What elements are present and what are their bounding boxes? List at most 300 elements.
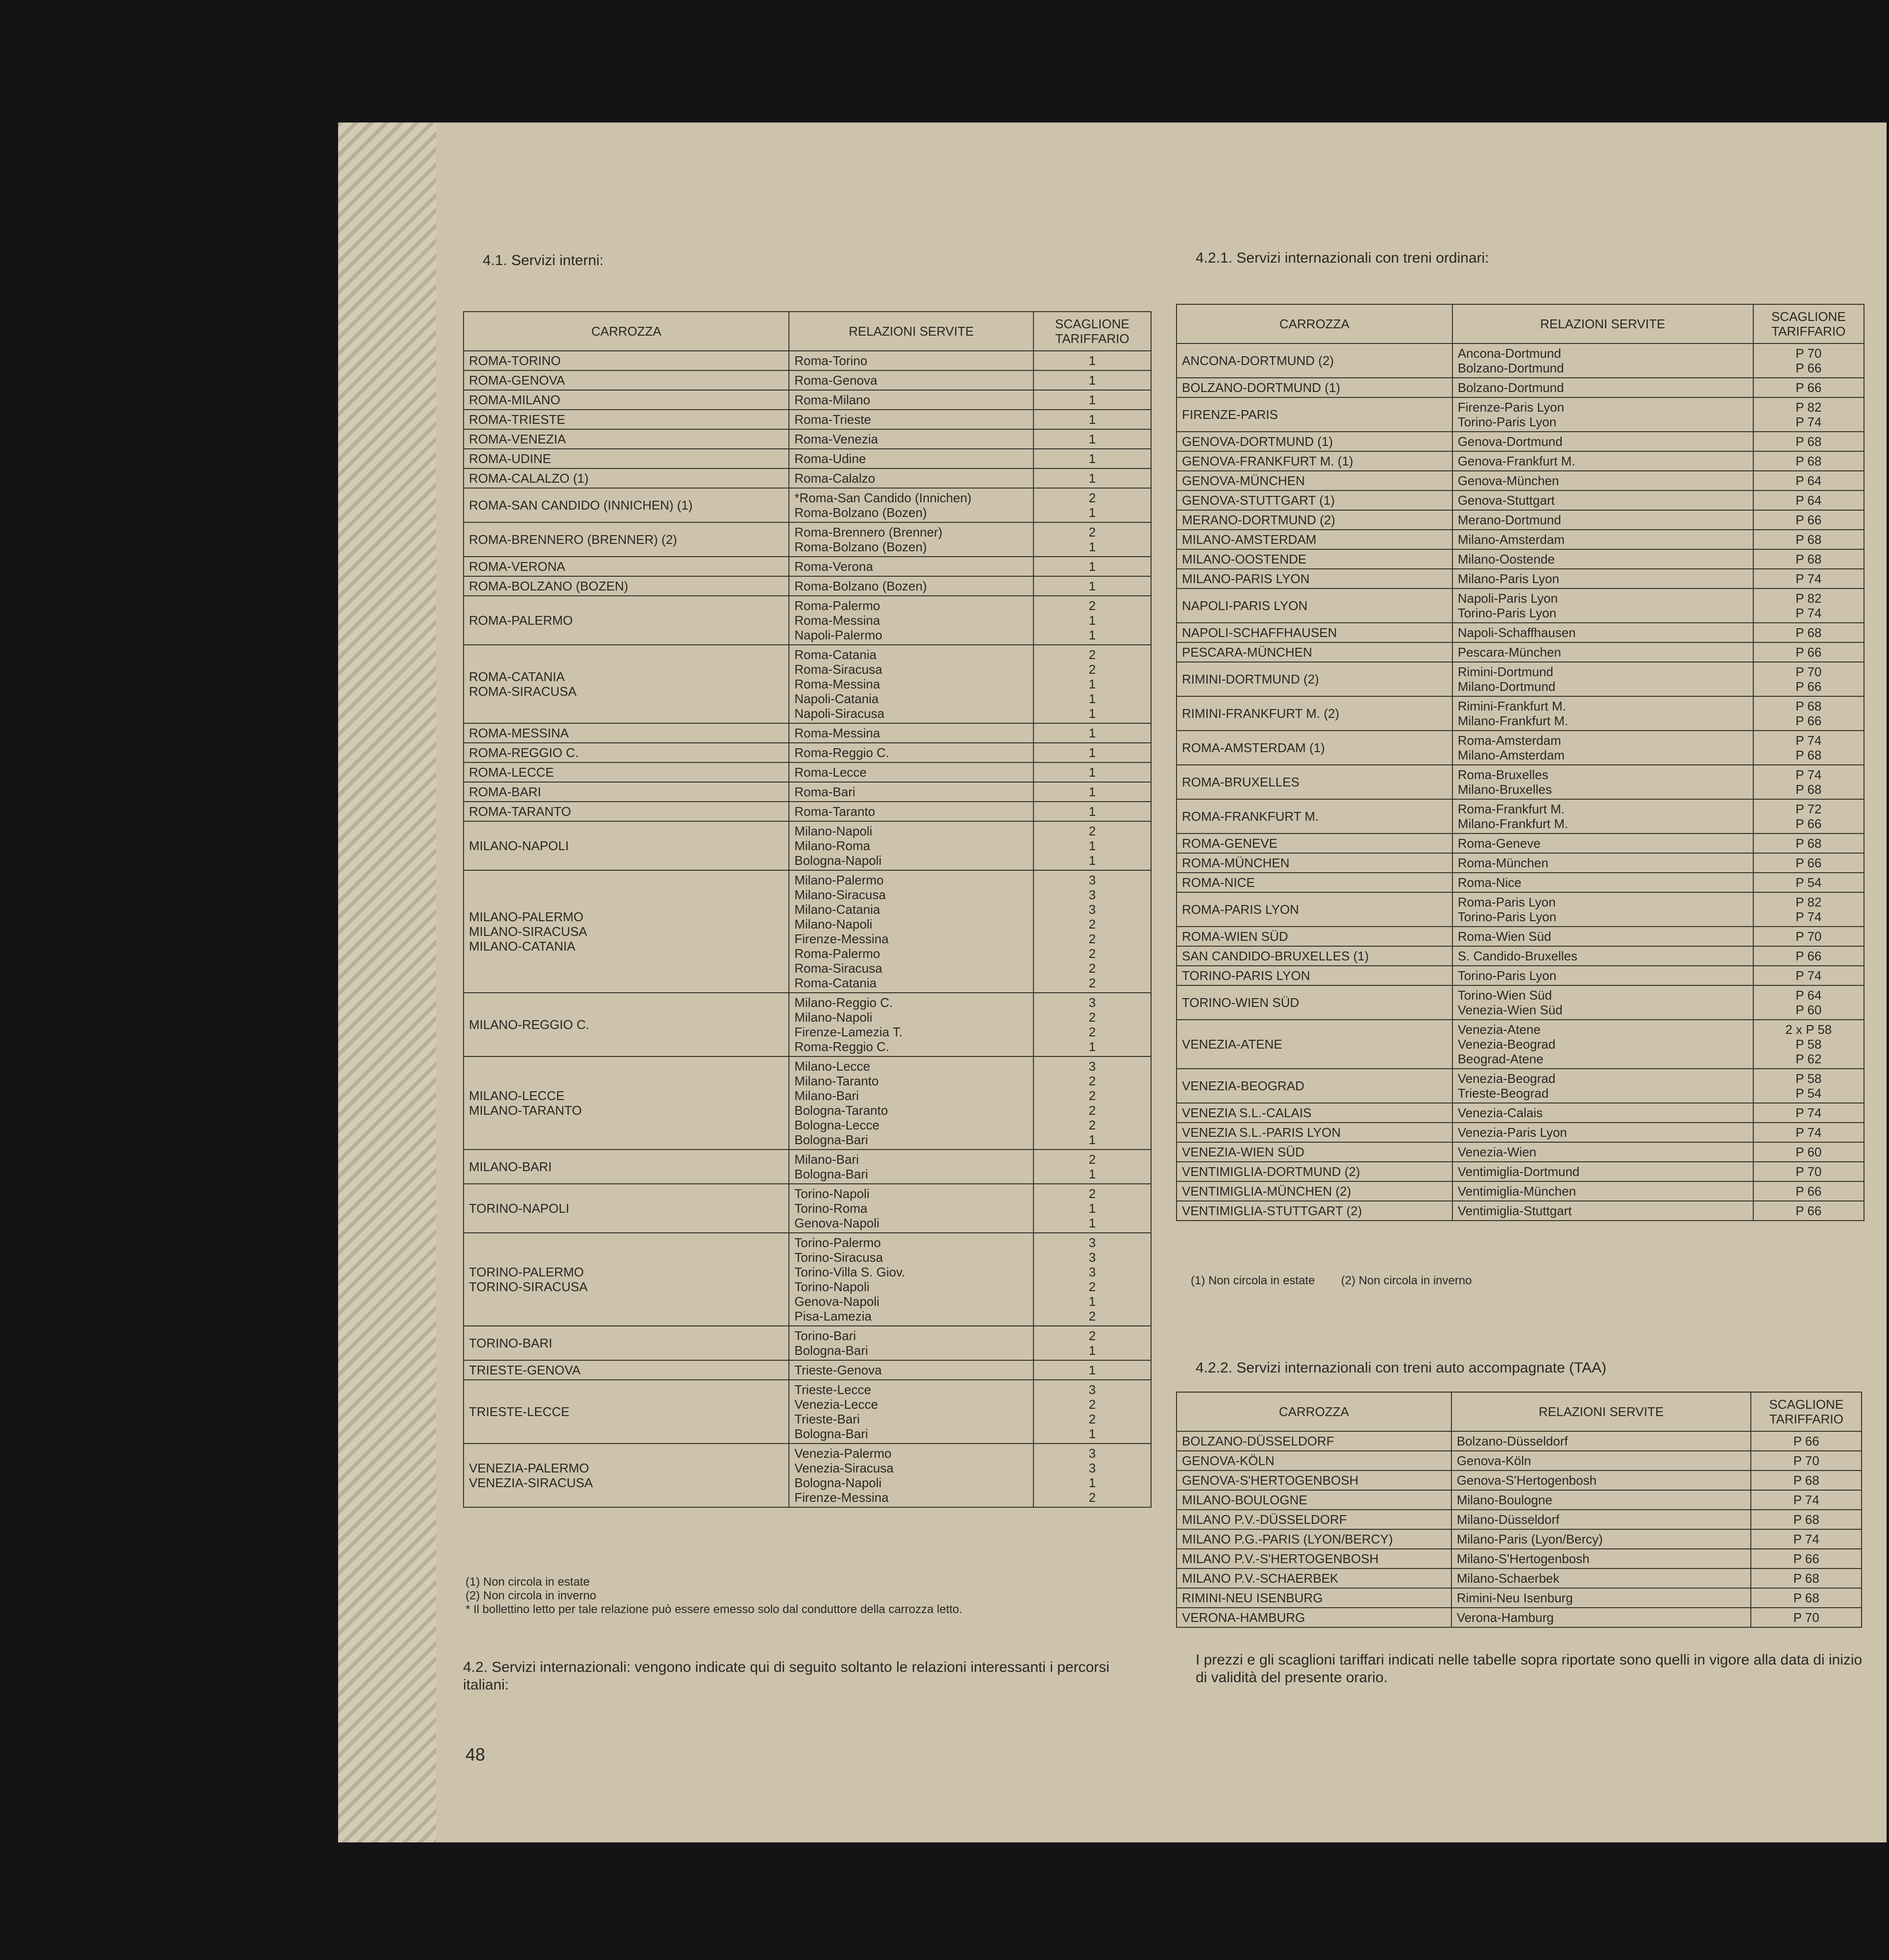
table-row	[1177, 853, 1864, 873]
cell-scaglione: P 58 P 54	[1753, 1069, 1864, 1103]
table-row	[1177, 1103, 1864, 1123]
cell-relazioni: Roma-Verona	[789, 557, 1033, 576]
cell-relazioni: Roma-Bruxelles Milano-Bruxelles	[1452, 765, 1753, 799]
table-row	[464, 390, 1151, 410]
cell-relazioni: *Roma-San Candido (Innichen) Roma-Bolzano (Bozen)	[789, 488, 1033, 522]
table-row	[464, 723, 1151, 743]
cell-scaglione: P 68	[1753, 549, 1864, 569]
cell-carrozza: MILANO-PALERMO MILANO-SIRACUSA MILANO-CATANIA	[464, 870, 789, 993]
cell-relazioni: Roma-Messina	[789, 723, 1033, 743]
table-row	[1177, 1510, 1862, 1529]
table-row	[464, 782, 1151, 802]
cell-scaglione: P 54	[1753, 873, 1864, 892]
table-row	[1177, 1490, 1862, 1510]
cell-relazioni: Rimini-Dortmund Milano-Dortmund	[1452, 662, 1753, 696]
cell-scaglione: P 68	[1751, 1568, 1862, 1588]
cell-relazioni: Venezia-Beograd Trieste-Beograd	[1452, 1069, 1753, 1103]
cell-carrozza: VENEZIA S.L.-CALAIS	[1177, 1103, 1452, 1123]
cell-scaglione: P 68	[1753, 432, 1864, 451]
table-row	[1177, 833, 1864, 853]
table-row	[464, 1056, 1151, 1150]
cell-relazioni: Roma-Paris Lyon Torino-Paris Lyon	[1452, 892, 1753, 927]
cell-relazioni: Roma-Bari	[789, 782, 1033, 802]
table-row	[464, 410, 1151, 429]
table-row	[1177, 378, 1864, 397]
cell-carrozza: MILANO P.V.-SCHAERBEK	[1177, 1568, 1451, 1588]
cell-relazioni: Genova-Stuttgart	[1452, 490, 1753, 510]
table-row	[1177, 343, 1864, 378]
cell-carrozza: RIMINI-DORTMUND (2)	[1177, 662, 1452, 696]
cell-carrozza: MILANO-NAPOLI	[464, 821, 789, 870]
cell-relazioni: Milano-Palermo Milano-Siracusa Milano-Catania Milano-Napoli Firenze-Messina Roma-Palermo Roma-Siracusa Roma-Catania	[789, 870, 1033, 993]
cell-scaglione: P 70	[1753, 1162, 1864, 1181]
cell-scaglione: 1	[1033, 743, 1151, 762]
cell-carrozza: VENEZIA-BEOGRAD	[1177, 1069, 1452, 1103]
cell-relazioni: Venezia-Calais	[1452, 1103, 1753, 1123]
cell-relazioni: Ventimiglia-Stuttgart	[1452, 1201, 1753, 1221]
cell-relazioni: Roma-Nice	[1452, 873, 1753, 892]
table-row	[464, 596, 1151, 645]
cell-scaglione: P 66	[1751, 1549, 1862, 1568]
cell-scaglione: 2 1	[1033, 1150, 1151, 1184]
cell-scaglione: P 74	[1753, 1123, 1864, 1142]
cell-relazioni: Roma-Brennero (Brenner) Roma-Bolzano (Bozen)	[789, 522, 1033, 557]
table-row	[1177, 471, 1864, 490]
cell-scaglione: 2 1	[1033, 522, 1151, 557]
cell-relazioni: Napoli-Paris Lyon Torino-Paris Lyon	[1452, 588, 1753, 623]
table-header-row	[1177, 304, 1864, 343]
cell-relazioni: Milano-Boulogne	[1451, 1490, 1751, 1510]
cell-scaglione: P 66	[1753, 642, 1864, 662]
table-row	[1177, 696, 1864, 731]
cell-scaglione: 3 3 1 2	[1033, 1444, 1151, 1507]
table-row	[1177, 873, 1864, 892]
cell-scaglione: P 74	[1753, 966, 1864, 985]
cell-scaglione: 1	[1033, 782, 1151, 802]
cell-scaglione: 2 1 1	[1033, 1184, 1151, 1233]
cell-scaglione: P 64 P 60	[1753, 985, 1864, 1020]
cell-relazioni: Genova-Köln	[1451, 1451, 1751, 1470]
cell-carrozza: GENOVA-STUTTGART (1)	[1177, 490, 1452, 510]
cell-carrozza: ROMA-BRENNERO (BRENNER) (2)	[464, 522, 789, 557]
cell-carrozza: MILANO-BOULOGNE	[1177, 1490, 1451, 1510]
cell-relazioni: Roma-Wien Süd	[1452, 927, 1753, 946]
cell-relazioni: Roma-Milano	[789, 390, 1033, 410]
table-row	[1177, 799, 1864, 833]
cell-scaglione: P 64	[1753, 490, 1864, 510]
table-row	[1177, 549, 1864, 569]
cell-carrozza: ROMA-BOLZANO (BOZEN)	[464, 576, 789, 596]
cell-scaglione: P 66	[1753, 1181, 1864, 1201]
table-row	[464, 370, 1151, 390]
cell-relazioni: Venezia-Atene Venezia-Beograd Beograd-Atene	[1452, 1020, 1753, 1069]
table-row	[464, 993, 1151, 1056]
cell-relazioni: Roma-Venezia	[789, 429, 1033, 449]
table-row	[464, 1150, 1151, 1184]
table-row	[1177, 451, 1864, 471]
table-row	[1177, 1608, 1862, 1627]
table-row	[1177, 765, 1864, 799]
cell-carrozza: TORINO-BARI	[464, 1326, 789, 1360]
cell-relazioni: Milano-Napoli Milano-Roma Bologna-Napoli	[789, 821, 1033, 870]
cell-scaglione: 1	[1033, 429, 1151, 449]
table-row	[1177, 966, 1864, 985]
cell-relazioni: Rimini-Neu Isenburg	[1451, 1588, 1751, 1608]
cell-carrozza: GENOVA-FRANKFURT M. (1)	[1177, 451, 1452, 471]
cell-scaglione: P 70 P 66	[1753, 343, 1864, 378]
cell-scaglione: P 82 P 74	[1753, 588, 1864, 623]
cell-relazioni: Genova-Frankfurt M.	[1452, 451, 1753, 471]
heading-internal-services: 4.1. Servizi interni:	[483, 252, 604, 269]
cell-carrozza: ROMA-MILANO	[464, 390, 789, 410]
cell-scaglione: 3 2 2 1	[1033, 993, 1151, 1056]
table-row	[464, 1326, 1151, 1360]
table-row	[464, 1360, 1151, 1380]
table-row	[1177, 490, 1864, 510]
cell-carrozza: MILANO-PARIS LYON	[1177, 569, 1452, 588]
cell-carrozza: ROMA-TRIESTE	[464, 410, 789, 429]
table-row	[464, 449, 1151, 468]
cell-relazioni: Milano-Lecce Milano-Taranto Milano-Bari Bologna-Taranto Bologna-Lecce Bologna-Bari	[789, 1056, 1033, 1150]
cell-carrozza: GENOVA-S'HERTOGENBOSH	[1177, 1470, 1451, 1490]
cell-scaglione: P 64	[1753, 471, 1864, 490]
col-scaglione: SCAGLIONE TARIFFARIO	[1753, 304, 1864, 343]
cell-scaglione: 1	[1033, 410, 1151, 429]
cell-relazioni: Milano-Reggio C. Milano-Napoli Firenze-Lamezia T. Roma-Reggio C.	[789, 993, 1033, 1056]
cell-relazioni: Bolzano-Dortmund	[1452, 378, 1753, 397]
cell-relazioni: Napoli-Schaffhausen	[1452, 623, 1753, 642]
table-header-row	[1177, 1392, 1862, 1431]
cell-relazioni: Milano-Düsseldorf	[1451, 1510, 1751, 1529]
cell-relazioni: Roma-Bolzano (Bozen)	[789, 576, 1033, 596]
cell-carrozza: TRIESTE-LECCE	[464, 1380, 789, 1444]
cell-scaglione: P 70 P 66	[1753, 662, 1864, 696]
table-row	[464, 1380, 1151, 1444]
cell-relazioni: Ventimiglia-Dortmund	[1452, 1162, 1753, 1181]
table-row	[464, 1184, 1151, 1233]
cell-scaglione: 3 2 2 2 2 1	[1033, 1056, 1151, 1150]
table-row	[1177, 1181, 1864, 1201]
cell-carrozza: MILANO-LECCE MILANO-TARANTO	[464, 1056, 789, 1150]
cell-scaglione: 1	[1033, 370, 1151, 390]
cell-carrozza: ROMA-CATANIA ROMA-SIRACUSA	[464, 645, 789, 723]
cell-relazioni: Torino-Bari Bologna-Bari	[789, 1326, 1033, 1360]
table-row	[464, 870, 1151, 993]
cell-carrozza: TORINO-PARIS LYON	[1177, 966, 1452, 985]
table-row	[464, 522, 1151, 557]
cell-scaglione: 1	[1033, 449, 1151, 468]
table-row	[1177, 1431, 1862, 1451]
col-carrozza: CARROZZA	[1177, 1392, 1451, 1431]
cell-relazioni: Verona-Hamburg	[1451, 1608, 1751, 1627]
cell-carrozza: MERANO-DORTMUND (2)	[1177, 510, 1452, 530]
cell-scaglione: P 68	[1753, 530, 1864, 549]
cell-scaglione: 3 3 3 2 2 2 2 2	[1033, 870, 1151, 993]
cell-scaglione: 2 1	[1033, 1326, 1151, 1360]
international-notes: (1) Non circola in estate (2) Non circola in inverno	[1191, 1274, 1472, 1287]
cell-relazioni: Torino-Wien Süd Venezia-Wien Süd	[1452, 985, 1753, 1020]
cell-carrozza: ROMA-MESSINA	[464, 723, 789, 743]
cell-relazioni: Milano-Paris Lyon	[1452, 569, 1753, 588]
cell-carrozza: SAN CANDIDO-BRUXELLES (1)	[1177, 946, 1452, 966]
cell-carrozza: TORINO-NAPOLI	[464, 1184, 789, 1233]
cell-carrozza: ROMA-PARIS LYON	[1177, 892, 1452, 927]
cell-relazioni: Torino-Paris Lyon	[1452, 966, 1753, 985]
cell-carrozza: TORINO-PALERMO TORINO-SIRACUSA	[464, 1233, 789, 1326]
col-carrozza: CARROZZA	[464, 312, 789, 351]
table-row	[464, 821, 1151, 870]
page-number: 48	[466, 1744, 486, 1764]
cell-scaglione: P 70	[1751, 1608, 1862, 1627]
cell-carrozza: FIRENZE-PARIS	[1177, 397, 1452, 432]
cell-scaglione: P 68	[1751, 1470, 1862, 1490]
cell-carrozza: VENEZIA-ATENE	[1177, 1020, 1452, 1069]
table-row	[464, 468, 1151, 488]
cell-carrozza: VENTIMIGLIA-DORTMUND (2)	[1177, 1162, 1452, 1181]
cell-scaglione: P 72 P 66	[1753, 799, 1864, 833]
col-carrozza: CARROZZA	[1177, 304, 1452, 343]
cell-carrozza: ROMA-WIEN SÜD	[1177, 927, 1452, 946]
cell-scaglione: P 74	[1753, 569, 1864, 588]
col-relazioni: RELAZIONI SERVITE	[1451, 1392, 1751, 1431]
validity-footer-text: I prezzi e gli scaglioni tariffari indicati nelle tabelle sopra riportate sono quelli in vigore alla data di inizio di validità del presente orario.	[1196, 1652, 1863, 1686]
cell-relazioni: Roma-Udine	[789, 449, 1033, 468]
cell-carrozza: ROMA-PALERMO	[464, 596, 789, 645]
table-row	[1177, 1549, 1862, 1568]
cell-scaglione: P 68	[1751, 1588, 1862, 1608]
cell-relazioni: Bolzano-Düsseldorf	[1451, 1431, 1751, 1451]
table-row	[1177, 1588, 1862, 1608]
table-row	[464, 488, 1151, 522]
cell-scaglione: 1	[1033, 723, 1151, 743]
table-row	[464, 351, 1151, 370]
table-header-row	[464, 312, 1151, 351]
cell-scaglione: 2 x P 58 P 58 P 62	[1753, 1020, 1864, 1069]
cell-relazioni: Roma-Frankfurt M. Milano-Frankfurt M.	[1452, 799, 1753, 833]
table-row	[1177, 1201, 1864, 1221]
cell-carrozza: ROMA-NICE	[1177, 873, 1452, 892]
cell-carrozza: NAPOLI-SCHAFFHAUSEN	[1177, 623, 1452, 642]
table-row	[464, 802, 1151, 821]
table-row	[1177, 662, 1864, 696]
cell-relazioni: Roma-Lecce	[789, 762, 1033, 782]
cell-carrozza: ROMA-LECCE	[464, 762, 789, 782]
table-row	[1177, 946, 1864, 966]
table-row	[1177, 397, 1864, 432]
table-row	[1177, 1020, 1864, 1069]
cell-relazioni: Rimini-Frankfurt M. Milano-Frankfurt M.	[1452, 696, 1753, 731]
cell-relazioni: Milano-Paris (Lyon/Bercy)	[1451, 1529, 1751, 1549]
table-row	[1177, 530, 1864, 549]
cell-carrozza: ROMA-AMSTERDAM (1)	[1177, 731, 1452, 765]
cell-relazioni: Milano-Schaerbek	[1451, 1568, 1751, 1588]
cell-carrozza: BOLZANO-DORTMUND (1)	[1177, 378, 1452, 397]
cell-relazioni: Venezia-Paris Lyon	[1452, 1123, 1753, 1142]
cell-scaglione: P 68	[1753, 833, 1864, 853]
cell-carrozza: MILANO-OOSTENDE	[1177, 549, 1452, 569]
cell-carrozza: ANCONA-DORTMUND (2)	[1177, 343, 1452, 378]
cell-scaglione: 2 1	[1033, 488, 1151, 522]
table-row	[1177, 731, 1864, 765]
cell-relazioni: Milano-Oostende	[1452, 549, 1753, 569]
cell-scaglione: P 66	[1753, 946, 1864, 966]
cell-relazioni: S. Candido-Bruxelles	[1452, 946, 1753, 966]
table-row	[1177, 927, 1864, 946]
cell-carrozza: VENTIMIGLIA-STUTTGART (2)	[1177, 1201, 1452, 1221]
table-row	[1177, 892, 1864, 927]
cell-scaglione: P 68	[1753, 623, 1864, 642]
internal-notes: (1) Non circola in estate (2) Non circola in inverno * Il bollettino letto per tale relazione può essere emesso solo dal conduttore della carrozza letto.	[466, 1575, 962, 1616]
cell-relazioni: Genova-München	[1452, 471, 1753, 490]
international-intro-text: 4.2. Servizi internazionali: vengono indicate qui di seguito soltanto le relazioni interessanti i percorsi italiani:	[463, 1659, 1110, 1693]
international-taa-table	[1176, 1392, 1862, 1628]
cell-carrozza: RIMINI-FRANKFURT M. (2)	[1177, 696, 1452, 731]
table-row	[464, 576, 1151, 596]
cell-relazioni: Ancona-Dortmund Bolzano-Dortmund	[1452, 343, 1753, 378]
cell-scaglione: P 68 P 66	[1753, 696, 1864, 731]
cell-scaglione: P 60	[1753, 1142, 1864, 1162]
cell-relazioni: Ventimiglia-München	[1452, 1181, 1753, 1201]
cell-carrozza: PESCARA-MÜNCHEN	[1177, 642, 1452, 662]
cell-relazioni: Roma-Amsterdam Milano-Amsterdam	[1452, 731, 1753, 765]
table-row	[1177, 510, 1864, 530]
cell-scaglione: 1	[1033, 557, 1151, 576]
cell-relazioni: Roma-Catania Roma-Siracusa Roma-Messina Napoli-Catania Napoli-Siracusa	[789, 645, 1033, 723]
cell-carrozza: ROMA-GENOVA	[464, 370, 789, 390]
cell-carrozza: TORINO-WIEN SÜD	[1177, 985, 1452, 1020]
cell-scaglione: 1	[1033, 468, 1151, 488]
cell-scaglione: P 68	[1753, 451, 1864, 471]
international-ordinary-table	[1176, 304, 1864, 1221]
cell-relazioni: Roma-Taranto	[789, 802, 1033, 821]
cell-carrozza: VENEZIA-WIEN SÜD	[1177, 1142, 1452, 1162]
table-row	[464, 645, 1151, 723]
cell-scaglione: 2 2 1 1 1	[1033, 645, 1151, 723]
cell-relazioni: Milano-Amsterdam	[1452, 530, 1753, 549]
cell-scaglione: P 66	[1753, 853, 1864, 873]
cell-scaglione: 2 1 1	[1033, 821, 1151, 870]
cell-carrozza: MILANO P.V.-S'HERTOGENBOSH	[1177, 1549, 1451, 1568]
cell-carrozza: ROMA-BARI	[464, 782, 789, 802]
table-row	[1177, 1470, 1862, 1490]
cell-relazioni: Roma-Trieste	[789, 410, 1033, 429]
cell-carrozza: ROMA-UDINE	[464, 449, 789, 468]
cell-carrozza: MILANO P.G.-PARIS (LYON/BERCY)	[1177, 1529, 1451, 1549]
cell-relazioni: Roma-Palermo Roma-Messina Napoli-Palermo	[789, 596, 1033, 645]
cell-carrozza: VENEZIA-PALERMO VENEZIA-SIRACUSA	[464, 1444, 789, 1507]
table-row	[464, 1233, 1151, 1326]
table-row	[464, 762, 1151, 782]
cell-carrozza: ROMA-TARANTO	[464, 802, 789, 821]
heading-international-ordinary: 4.2.1. Servizi internazionali con treni ordinari:	[1196, 250, 1489, 266]
table-row	[464, 1444, 1151, 1507]
cell-relazioni: Milano-S'Hertogenbosh	[1451, 1549, 1751, 1568]
cell-relazioni: Firenze-Paris Lyon Torino-Paris Lyon	[1452, 397, 1753, 432]
cell-carrozza: ROMA-VERONA	[464, 557, 789, 576]
table-row	[1177, 1142, 1864, 1162]
table-row	[1177, 1568, 1862, 1588]
cell-carrozza: ROMA-VENEZIA	[464, 429, 789, 449]
cell-relazioni: Milano-Bari Bologna-Bari	[789, 1150, 1033, 1184]
cell-relazioni: Roma-München	[1452, 853, 1753, 873]
cell-relazioni: Roma-Geneve	[1452, 833, 1753, 853]
cell-carrozza: ROMA-TORINO	[464, 351, 789, 370]
col-relazioni: RELAZIONI SERVITE	[789, 312, 1033, 351]
cell-scaglione: P 66	[1753, 378, 1864, 397]
table-row	[1177, 1123, 1864, 1142]
cell-relazioni: Merano-Dortmund	[1452, 510, 1753, 530]
cell-carrozza: TRIESTE-GENOVA	[464, 1360, 789, 1380]
cell-scaglione: P 66	[1751, 1431, 1862, 1451]
table-row	[464, 557, 1151, 576]
cell-carrozza: GENOVA-DORTMUND (1)	[1177, 432, 1452, 451]
cell-relazioni: Roma-Reggio C.	[789, 743, 1033, 762]
cell-relazioni: Genova-S'Hertogenbosh	[1451, 1470, 1751, 1490]
cell-relazioni: Torino-Napoli Torino-Roma Genova-Napoli	[789, 1184, 1033, 1233]
cell-relazioni: Roma-Genova	[789, 370, 1033, 390]
cell-carrozza: VENTIMIGLIA-MÜNCHEN (2)	[1177, 1181, 1452, 1201]
cell-scaglione: P 70	[1751, 1451, 1862, 1470]
col-scaglione: SCAGLIONE TARIFFARIO	[1751, 1392, 1862, 1431]
cell-carrozza: ROMA-FRANKFURT M.	[1177, 799, 1452, 833]
internal-services-table	[463, 311, 1152, 1508]
cell-scaglione: P 74	[1751, 1529, 1862, 1549]
cell-relazioni: Genova-Dortmund	[1452, 432, 1753, 451]
cell-relazioni: Trieste-Genova	[789, 1360, 1033, 1380]
page-spine-edge	[338, 122, 436, 1842]
heading-international-taa: 4.2.2. Servizi internazionali con treni auto accompagnate (TAA)	[1196, 1360, 1607, 1376]
cell-relazioni: Roma-Calalzo	[789, 468, 1033, 488]
cell-relazioni: Venezia-Wien	[1452, 1142, 1753, 1162]
col-relazioni: RELAZIONI SERVITE	[1452, 304, 1753, 343]
cell-carrozza: VENEZIA S.L.-PARIS LYON	[1177, 1123, 1452, 1142]
table-row	[1177, 588, 1864, 623]
table-row	[464, 429, 1151, 449]
cell-scaglione: P 74	[1751, 1490, 1862, 1510]
cell-relazioni: Roma-Torino	[789, 351, 1033, 370]
table-row	[1177, 623, 1864, 642]
cell-carrozza: RIMINI-NEU ISENBURG	[1177, 1588, 1451, 1608]
cell-relazioni: Pescara-München	[1452, 642, 1753, 662]
cell-scaglione: 3 2 2 1	[1033, 1380, 1151, 1444]
cell-carrozza: BOLZANO-DÜSSELDORF	[1177, 1431, 1451, 1451]
cell-scaglione: 1	[1033, 390, 1151, 410]
cell-scaglione: P 74 P 68	[1753, 731, 1864, 765]
cell-relazioni: Venezia-Palermo Venezia-Siracusa Bologna-Napoli Firenze-Messina	[789, 1444, 1033, 1507]
table-row	[1177, 642, 1864, 662]
cell-scaglione: P 82 P 74	[1753, 892, 1864, 927]
cell-scaglione: 3 3 3 2 1 2	[1033, 1233, 1151, 1326]
cell-carrozza: ROMA-CALALZO (1)	[464, 468, 789, 488]
cell-scaglione: 2 1 1	[1033, 596, 1151, 645]
table-row	[1177, 985, 1864, 1020]
table-row	[1177, 1069, 1864, 1103]
cell-carrozza: NAPOLI-PARIS LYON	[1177, 588, 1452, 623]
cell-scaglione: 1	[1033, 762, 1151, 782]
cell-carrozza: ROMA-MÜNCHEN	[1177, 853, 1452, 873]
table-row	[464, 743, 1151, 762]
cell-carrozza: ROMA-REGGIO C.	[464, 743, 789, 762]
cell-carrozza: VERONA-HAMBURG	[1177, 1608, 1451, 1627]
cell-carrozza: ROMA-BRUXELLES	[1177, 765, 1452, 799]
cell-carrozza: MILANO-AMSTERDAM	[1177, 530, 1452, 549]
cell-scaglione: P 74	[1753, 1103, 1864, 1123]
cell-relazioni: Trieste-Lecce Venezia-Lecce Trieste-Bari Bologna-Bari	[789, 1380, 1033, 1444]
table-row	[1177, 1451, 1862, 1470]
col-scaglione: SCAGLIONE TARIFFARIO	[1033, 312, 1151, 351]
cell-scaglione: P 70	[1753, 927, 1864, 946]
cell-relazioni: Torino-Palermo Torino-Siracusa Torino-Villa S. Giov. Torino-Napoli Genova-Napoli Pisa-Lamezia	[789, 1233, 1033, 1326]
